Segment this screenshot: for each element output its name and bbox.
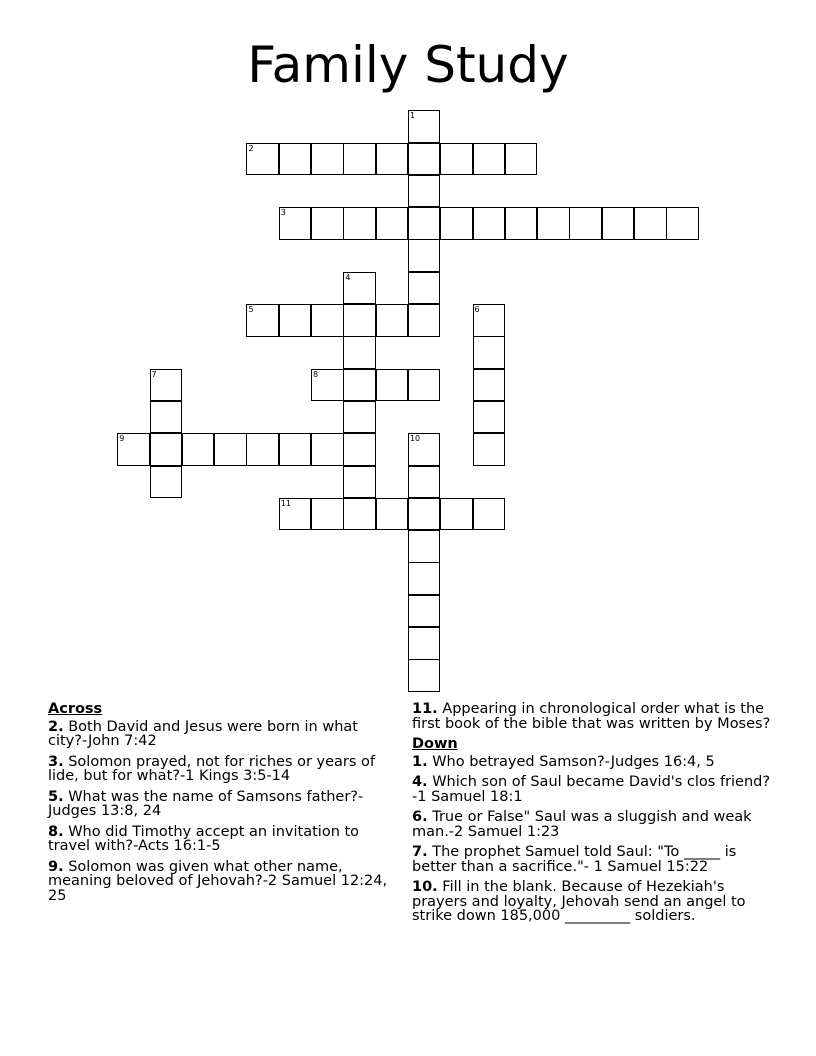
crossword-cell[interactable] bbox=[246, 433, 279, 466]
clue-text: Fill in the blank. Because of Hezekiah's prayers and loyalty, Jehovah send an angel to strike down 185,000 _________ soldiers. bbox=[412, 879, 746, 924]
crossword-cell[interactable] bbox=[279, 304, 312, 337]
crossword-cell[interactable] bbox=[311, 207, 344, 240]
crossword-cell[interactable] bbox=[150, 401, 183, 434]
clue-text: Both David and Jesus were born in what city?-John 7:42 bbox=[48, 718, 358, 749]
crossword-cell[interactable] bbox=[408, 659, 441, 692]
crossword-cell[interactable] bbox=[246, 304, 279, 337]
clue-number: 3. bbox=[48, 753, 64, 770]
crossword-cell[interactable] bbox=[279, 498, 312, 531]
cell-number: 2 bbox=[248, 143, 254, 153]
crossword-cell[interactable] bbox=[311, 304, 344, 337]
crossword-cell[interactable] bbox=[473, 207, 506, 240]
clue-across-2 bbox=[48, 720, 388, 749]
crossword-cell[interactable] bbox=[376, 369, 409, 402]
across-clues bbox=[48, 702, 388, 909]
clue-number: 7. bbox=[412, 844, 428, 860]
crossword-cell[interactable] bbox=[440, 207, 473, 240]
clue-text: Who betrayed Samson?-Judges 16:4, 5 bbox=[432, 753, 715, 770]
cell-number: 1 bbox=[409, 111, 416, 121]
clue-text: True or False" Saul was a sluggish and weak man.-2 Samuel 1:23 bbox=[412, 809, 752, 840]
crossword-cell[interactable] bbox=[569, 207, 602, 240]
clue-number: 1. bbox=[412, 753, 428, 770]
crossword-cell[interactable] bbox=[408, 433, 441, 466]
crossword-cell[interactable] bbox=[376, 207, 409, 240]
cell-number: 5 bbox=[248, 305, 254, 315]
crossword-cell[interactable] bbox=[214, 433, 247, 466]
crossword-cell[interactable] bbox=[343, 336, 376, 369]
crossword-cell[interactable] bbox=[343, 466, 376, 499]
clue-across-5 bbox=[48, 790, 388, 819]
crossword-cell[interactable] bbox=[376, 304, 409, 337]
clue-number: 10. bbox=[412, 879, 438, 895]
crossword-cell[interactable] bbox=[311, 498, 344, 531]
clue-number: 4. bbox=[412, 774, 428, 790]
crossword-cell[interactable] bbox=[343, 272, 376, 305]
crossword-cell[interactable] bbox=[408, 595, 441, 628]
crossword-cell[interactable] bbox=[343, 304, 376, 337]
clue-number: 6. bbox=[412, 809, 428, 825]
clue-text: Solomon prayed, not for riches or years of lide, but for what?-1 Kings 3:5-14 bbox=[48, 753, 376, 784]
crossword-cell[interactable] bbox=[408, 272, 441, 305]
clue-across-3 bbox=[48, 755, 388, 784]
clue-down-7 bbox=[412, 845, 782, 874]
crossword-cell[interactable] bbox=[150, 466, 183, 499]
crossword-cell[interactable] bbox=[150, 369, 183, 402]
crossword-cell[interactable] bbox=[150, 433, 183, 466]
clues-right-column bbox=[412, 702, 782, 930]
crossword-cell[interactable] bbox=[279, 143, 312, 176]
clue-number: 11. bbox=[412, 701, 438, 717]
crossword-cell[interactable] bbox=[343, 143, 376, 176]
clue-number: 5. bbox=[48, 788, 64, 805]
clue-down-6 bbox=[412, 810, 782, 839]
crossword-cell[interactable] bbox=[182, 433, 215, 466]
cell-number: 3 bbox=[280, 208, 286, 218]
crossword-cell[interactable] bbox=[505, 207, 538, 240]
crossword-cell[interactable] bbox=[473, 304, 506, 337]
crossword-cell[interactable] bbox=[602, 207, 635, 240]
crossword-cell[interactable] bbox=[408, 239, 441, 272]
crossword-cell[interactable] bbox=[117, 433, 150, 466]
clue-number: 2. bbox=[48, 718, 64, 735]
crossword-cell[interactable] bbox=[311, 369, 344, 402]
crossword-cell[interactable] bbox=[666, 207, 699, 240]
crossword-cell[interactable] bbox=[343, 433, 376, 466]
clue-text: The prophet Samuel told Saul: "To _____ is better than a sacrifice."- 1 Samuel 15:22 bbox=[412, 844, 737, 875]
crossword-cell[interactable] bbox=[473, 498, 506, 531]
cell-number: 4 bbox=[345, 272, 351, 282]
crossword-cell[interactable] bbox=[408, 110, 441, 143]
crossword-cell[interactable] bbox=[376, 498, 409, 531]
crossword-cell[interactable] bbox=[408, 466, 441, 499]
cell-number: 8 bbox=[313, 369, 319, 379]
down-heading: Down bbox=[412, 736, 458, 752]
crossword-cell[interactable] bbox=[473, 433, 506, 466]
crossword-cell[interactable] bbox=[311, 433, 344, 466]
clue-down-10 bbox=[412, 880, 782, 924]
clue-across-11 bbox=[412, 702, 782, 731]
crossword-cell[interactable] bbox=[408, 207, 441, 240]
across-heading: Across bbox=[48, 701, 103, 717]
clue-across-8 bbox=[48, 825, 388, 854]
crossword-cell[interactable] bbox=[343, 498, 376, 531]
clue-down-4 bbox=[412, 775, 782, 804]
crossword-cell[interactable] bbox=[440, 143, 473, 176]
crossword-cell[interactable] bbox=[505, 143, 538, 176]
clue-across-9 bbox=[48, 860, 388, 904]
crossword-cell[interactable] bbox=[473, 401, 506, 434]
cell-number: 6 bbox=[474, 305, 480, 315]
crossword-cell[interactable] bbox=[408, 498, 441, 531]
crossword-cell[interactable] bbox=[440, 498, 473, 531]
crossword-cell[interactable] bbox=[473, 143, 506, 176]
crossword-cell[interactable] bbox=[311, 143, 344, 176]
crossword-cell[interactable] bbox=[343, 207, 376, 240]
crossword-cell[interactable] bbox=[343, 401, 376, 434]
crossword-cell[interactable] bbox=[473, 336, 506, 369]
clue-number: 8. bbox=[48, 823, 64, 840]
clue-text: What was the name of Samsons father?-Judges 13:8, 24 bbox=[48, 788, 364, 819]
crossword-cell[interactable] bbox=[376, 143, 409, 176]
cell-number: 7 bbox=[151, 369, 157, 379]
crossword-cell[interactable] bbox=[408, 143, 441, 176]
crossword-cell[interactable] bbox=[408, 304, 441, 337]
clue-number: 9. bbox=[48, 858, 64, 875]
crossword-cell[interactable] bbox=[279, 207, 312, 240]
crossword-cell[interactable] bbox=[473, 369, 506, 402]
clue-text: Appearing in chronological order what is the first book of the bible that was written by Moses? bbox=[412, 701, 771, 732]
crossword-cell[interactable] bbox=[634, 207, 667, 240]
crossword-cell[interactable] bbox=[408, 562, 441, 595]
cell-number: 10 bbox=[409, 434, 421, 444]
clue-text: Who did Timothy accept an invitation to travel with?-Acts 16:1-5 bbox=[48, 823, 360, 854]
crossword-cell[interactable] bbox=[279, 433, 312, 466]
crossword-cell[interactable] bbox=[408, 530, 441, 563]
crossword-cell[interactable] bbox=[246, 143, 279, 176]
crossword-cell[interactable] bbox=[343, 369, 376, 402]
crossword-cell[interactable] bbox=[408, 369, 441, 402]
page-title: Family Study bbox=[247, 36, 569, 94]
crossword-cell[interactable] bbox=[408, 175, 441, 208]
clue-text: Which son of Saul became David's clos friend?-1 Samuel 18:1 bbox=[412, 774, 771, 805]
clue-down-1 bbox=[412, 755, 782, 770]
cell-number: 11 bbox=[280, 498, 291, 508]
crossword-cell[interactable] bbox=[537, 207, 570, 240]
clue-text: Solomon was given what other name, meaning beloved of Jehovah?-2 Samuel 12:24, 25 bbox=[48, 858, 388, 904]
crossword-cell[interactable] bbox=[408, 627, 441, 660]
cell-number: 9 bbox=[119, 434, 125, 444]
